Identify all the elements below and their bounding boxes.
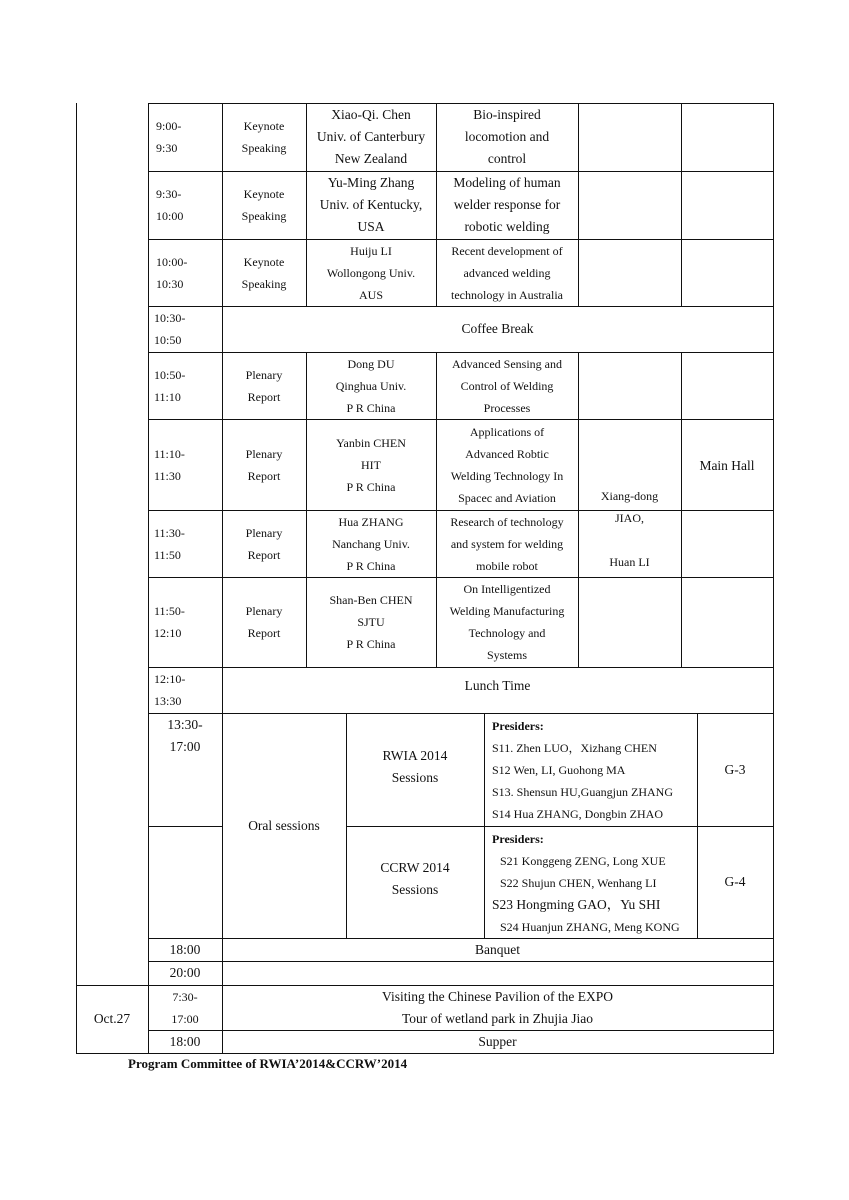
speaker-line: Yanbin CHEN — [336, 435, 406, 450]
talk-title-line: Control of Welding — [460, 378, 554, 393]
talk-title-line: Welding Manufacturing — [449, 604, 565, 618]
oral-sessions — [222, 713, 346, 938]
talk-title-line: welder response for — [453, 197, 561, 212]
talk-title-line: Modeling of human — [453, 175, 561, 190]
speaker-line: P R China — [346, 558, 396, 573]
grid-line — [148, 103, 149, 986]
grid-line — [773, 103, 774, 1054]
session-chairs — [578, 352, 681, 667]
session-type-line: Plenary — [245, 446, 283, 461]
session-time — [154, 239, 222, 306]
venue-line: Main Hall — [699, 457, 755, 473]
talk-title-line: On Intelligentized — [463, 582, 551, 596]
break-time-line: 10:50 — [154, 333, 182, 347]
end-time — [148, 961, 222, 985]
session-time — [154, 352, 222, 419]
talk-title — [436, 171, 578, 239]
tour-time-line: 17:00 — [171, 1011, 199, 1026]
speaker-line: Xiao-Qi. Chen — [331, 107, 411, 122]
speaker-line: Hua ZHANG — [338, 514, 404, 529]
session-time-line: 10:00 — [156, 209, 184, 223]
session-type-line: Plenary — [245, 525, 283, 540]
speaker — [306, 103, 436, 171]
session-time — [154, 510, 222, 577]
talk-title-line: Research of technology — [450, 514, 564, 529]
supper-line: Supper — [478, 1033, 517, 1049]
speaker-line: New Zealand — [334, 151, 408, 166]
session-type-line: Speaking — [241, 141, 287, 155]
talk-title-line: and system for welding — [450, 536, 564, 551]
talk-title — [436, 239, 578, 306]
grid-line — [76, 103, 77, 1054]
session-time-line: 9:30- — [156, 187, 182, 201]
speaker-line: Yu-Ming Zhang — [327, 175, 415, 190]
grid-line — [484, 713, 485, 939]
talk-title-line: technology in Australia — [451, 287, 563, 302]
talk-title-line: Systems — [486, 648, 527, 662]
speaker — [306, 171, 436, 239]
presider-line: S23 Hongming GAO，Yu SHI — [492, 897, 661, 912]
session-time-line: 11:30 — [154, 468, 181, 483]
end-time-line: 20:00 — [169, 965, 201, 980]
session-time — [154, 419, 222, 510]
session-type-line: Keynote — [243, 187, 285, 201]
talk-title-line: advanced welding — [463, 265, 551, 280]
session-time — [154, 103, 222, 171]
session-time-line: 11:10 — [154, 389, 181, 404]
session-time-line: 9:30 — [156, 141, 178, 155]
session-type-line: Report — [247, 389, 281, 404]
lunch-time — [154, 667, 222, 713]
banquet — [222, 938, 773, 961]
talk-title — [436, 419, 578, 510]
speaker-line: HIT — [361, 457, 381, 472]
speaker-line: Dong DU — [347, 356, 395, 371]
presider-line: S13. Shensun HU,Guangjun ZHANG — [492, 785, 673, 799]
session-type — [222, 352, 306, 419]
session-time-line: 11:50 — [154, 547, 181, 562]
session-time-line: 9:00- — [156, 119, 182, 133]
presider-line: S12 Wen, LI, Guohong MA — [492, 763, 626, 777]
speaker-line: Wollongong Univ. — [326, 265, 416, 280]
banquet-time-line: 18:00 — [169, 941, 201, 957]
venue — [681, 352, 773, 667]
speaker-line: P R China — [346, 479, 396, 494]
track-name-line: RWIA 2014 — [382, 747, 448, 763]
speaker — [306, 239, 436, 306]
session-time-line: 11:10- — [154, 446, 185, 461]
coffee-break — [222, 306, 773, 352]
session-chairs-line: Xiang-dong — [600, 488, 659, 503]
tour-activities-line: Visiting the Chinese Pavilion of the EXPO — [382, 988, 613, 1004]
talk-title — [436, 103, 578, 171]
session-type — [222, 419, 306, 510]
session-time — [154, 577, 222, 667]
talk-title — [436, 510, 578, 577]
footer-signature: Program Committee of RWIA’2014&CCRW’2014 — [128, 1056, 408, 1071]
date-oct27-line: Oct.27 — [93, 1011, 131, 1026]
session-type — [222, 239, 306, 306]
session-type-line: Keynote — [243, 119, 285, 133]
speaker-line: Nanchang Univ. — [332, 536, 410, 551]
talk-title-line: mobile robot — [476, 558, 538, 573]
session-time — [154, 171, 222, 239]
grid-line — [148, 961, 774, 962]
speaker — [306, 419, 436, 510]
grid-line — [578, 103, 579, 307]
session-type — [222, 510, 306, 577]
session-time-line: 11:30- — [154, 525, 185, 540]
session-chairs-line: Huan LI — [609, 554, 650, 569]
track-name-line: CCRW 2014 — [380, 860, 450, 875]
session-type-line: Report — [247, 626, 281, 640]
talk-title-line: Technology and — [468, 626, 546, 640]
presider-line: S22 Shujun CHEN, Wenhang LI — [500, 876, 657, 890]
presider-line: S21 Konggeng ZENG, Long XUE — [500, 854, 666, 868]
session-time-line: 10:30 — [156, 276, 184, 291]
tour-activities — [222, 985, 773, 1030]
speaker-line: Qinghua Univ. — [335, 378, 407, 393]
presiders-heading: Presiders: — [492, 719, 544, 733]
speaker — [306, 510, 436, 577]
track-name — [346, 713, 484, 826]
speaker-line: Shan-Ben CHEN — [329, 593, 413, 607]
room — [697, 826, 773, 938]
session-time-line: 10:50- — [154, 367, 186, 382]
session-type — [222, 577, 306, 667]
speaker-line: AUS — [358, 287, 383, 302]
session-time-line: 11:50- — [154, 604, 185, 618]
room — [697, 713, 773, 826]
oral-time-line: 13:30- — [167, 717, 203, 732]
session-type-line: Speaking — [241, 276, 287, 291]
tour-activities-line: Tour of wetland park in Zhujia Jiao — [401, 1010, 593, 1026]
oral-time — [148, 713, 222, 759]
room-line: G-3 — [724, 761, 746, 777]
oral-sessions-line: Oral sessions — [248, 817, 320, 833]
speaker-line: Huiju LI — [350, 243, 392, 258]
talk-title-line: Spacec and Aviation — [458, 490, 556, 505]
speaker-line: SJTU — [357, 615, 385, 629]
lunch-time-line: 13:30 — [154, 694, 182, 708]
tour-time-line: 7:30- — [172, 989, 198, 1004]
session-type-line: Speaking — [241, 209, 287, 223]
talk-title-line: Welding Technology In — [450, 468, 564, 483]
oral-time-line: 17:00 — [169, 739, 201, 754]
track-name — [346, 826, 484, 938]
presiders-heading: Presiders: — [492, 832, 544, 846]
talk-title-line: Advanced Robtic — [465, 446, 549, 461]
session-type — [222, 103, 306, 171]
break-time-line: 10:30- — [154, 311, 186, 325]
speaker-line: P R China — [346, 637, 396, 651]
speaker-line: P R China — [346, 400, 396, 415]
session-type-line: Plenary — [245, 367, 283, 382]
session-time-line: 12:10 — [154, 626, 182, 640]
grid-line — [681, 103, 682, 307]
supper-time-line: 18:00 — [169, 1033, 201, 1049]
talk-title-line: locomotion and — [464, 129, 550, 144]
talk-title-line: robotic welding — [464, 219, 550, 234]
grid-line — [76, 1053, 774, 1054]
lunch — [222, 667, 773, 713]
talk-title-line: Bio-inspired — [473, 107, 541, 122]
session-chairs-line: JIAO, — [615, 510, 644, 525]
date-oct27 — [76, 985, 148, 1053]
lunch-time-line: 12:10- — [154, 672, 186, 686]
presider-line: S24 Huanjun ZHANG, Meng KONG — [500, 920, 680, 934]
supper-time — [148, 1030, 222, 1053]
talk-title — [436, 352, 578, 419]
track-name-line: Sessions — [391, 769, 439, 785]
session-chairs-line — [628, 529, 631, 551]
talk-title-line: Recent development of — [451, 243, 563, 258]
speaker — [306, 352, 436, 419]
banquet-time — [148, 938, 222, 961]
grid-line — [148, 826, 223, 827]
room-line: G-4 — [724, 874, 746, 889]
session-type-line: Plenary — [245, 604, 283, 618]
talk-title-line: Processes — [483, 400, 531, 415]
session-type-line: Report — [247, 468, 281, 483]
presider-line: S11. Zhen LUO，Xizhang CHEN — [492, 741, 657, 755]
session-type-line: Report — [247, 547, 281, 562]
tour-time — [148, 985, 222, 1030]
session-type-line: Keynote — [243, 254, 285, 269]
talk-title-line: Applications of — [469, 424, 545, 439]
lunch-line: Lunch Time — [464, 678, 531, 693]
session-time-line: 10:00- — [156, 254, 188, 269]
track-name-line: Sessions — [391, 882, 439, 897]
presider-line: S14 Hua ZHANG, Dongbin ZHAO — [492, 807, 663, 821]
speaker-line: USA — [357, 219, 385, 234]
supper — [222, 1030, 773, 1053]
talk-title-line: Advanced Sensing and — [452, 356, 562, 371]
speaker-line: Univ. of Canterbury — [316, 129, 426, 144]
session-type — [222, 171, 306, 239]
talk-title-line: control — [487, 151, 527, 166]
speaker — [306, 577, 436, 667]
speaker-line: Univ. of Kentucky, — [319, 197, 423, 212]
banquet-line: Banquet — [475, 941, 520, 957]
coffee-break-line: Coffee Break — [461, 321, 534, 336]
break-time — [154, 306, 222, 352]
talk-title — [436, 577, 578, 667]
